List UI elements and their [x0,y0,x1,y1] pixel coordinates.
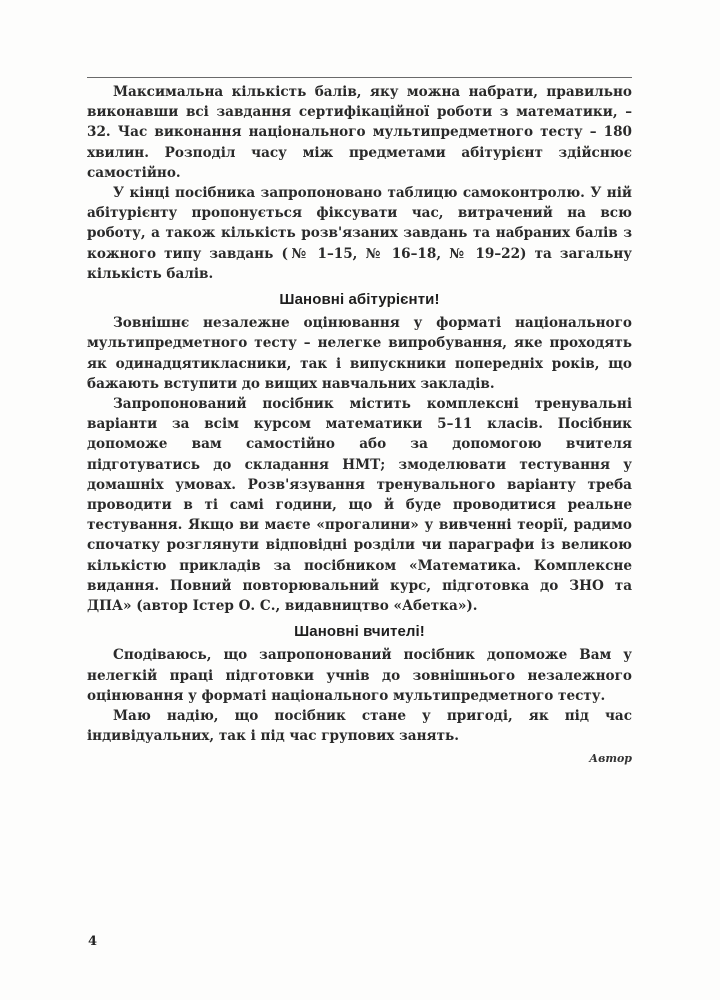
teachers-paragraph-1: Сподіваюсь, що запропонований посібник допоможе Вам у нелегкій праці підготовки учнів до зовнішнього незалежного оцінювання у форматі національного мультипредметного тесту. [87,647,632,704]
teachers-heading: Шановні вчителі! [294,623,425,641]
teachers-paragraph-2: Маю надію, що посібник стане у пригоді, як під час індивідуальних, так і під час групових занять. [87,708,632,745]
page-number: 4 [88,934,98,949]
students-heading: Шановні абітурієнти! [279,291,440,309]
students-paragraph-2: Запропонований посібник містить комплексні тренувальні варіанти за всім курсом математики 5–11 класів. Посібник допоможе вам самостійно або за допомогою вчителя підготуватись до складання НМТ; змоделювати тестування у домашніх умовах. Розв'язування тренувального варіанту треба проводити в ті самі години, що й буде проводитися реальне тестування. Якщо ви маєте «прогалини» у вивченні теорії, радимо спочатку розглянути відповідні розділи чи параграфи із великою кількістю прикладів за посібником «Математика. Комплексне видання. Повний повторювальний курс, підготовка до ЗНО та ДПА» (автор Істер О. С., видавництво «Абетка»). [87,396,632,615]
author-signature: Автор [589,751,632,765]
intro-paragraph-2: У кінці посібника запропоновано таблицю самоконтролю. У ній абітурієнту пропонується фіксувати час, витрачений на всю роботу, а також кількість розв'язаних завдань та набраних балів з кожного типу завдань (№ 1–15, № 16–18, № 19–22) та загальну кількість балів. [87,185,632,282]
students-paragraph-1: Зовнішнє незалежне оцінювання у форматі національного мультипредметного тесту – нелегке випробування, яке проходять як одинадцятикласники, так і випускники попередніх років, що бажають вступити до вищих навчальних закладів. [87,315,632,392]
intro-paragraph-1: Максимальна кількість балів, яку можна набрати, правильно виконавши всі завдання сертифікаційної роботи з математики, – 32. Час виконання національного мультипредметного тесту – 180 хвилин. Розподіл часу між предметами абітурієнт здійснює самостійно. [87,84,632,181]
page-content [87,82,632,769]
top-rule-divider [87,77,632,78]
